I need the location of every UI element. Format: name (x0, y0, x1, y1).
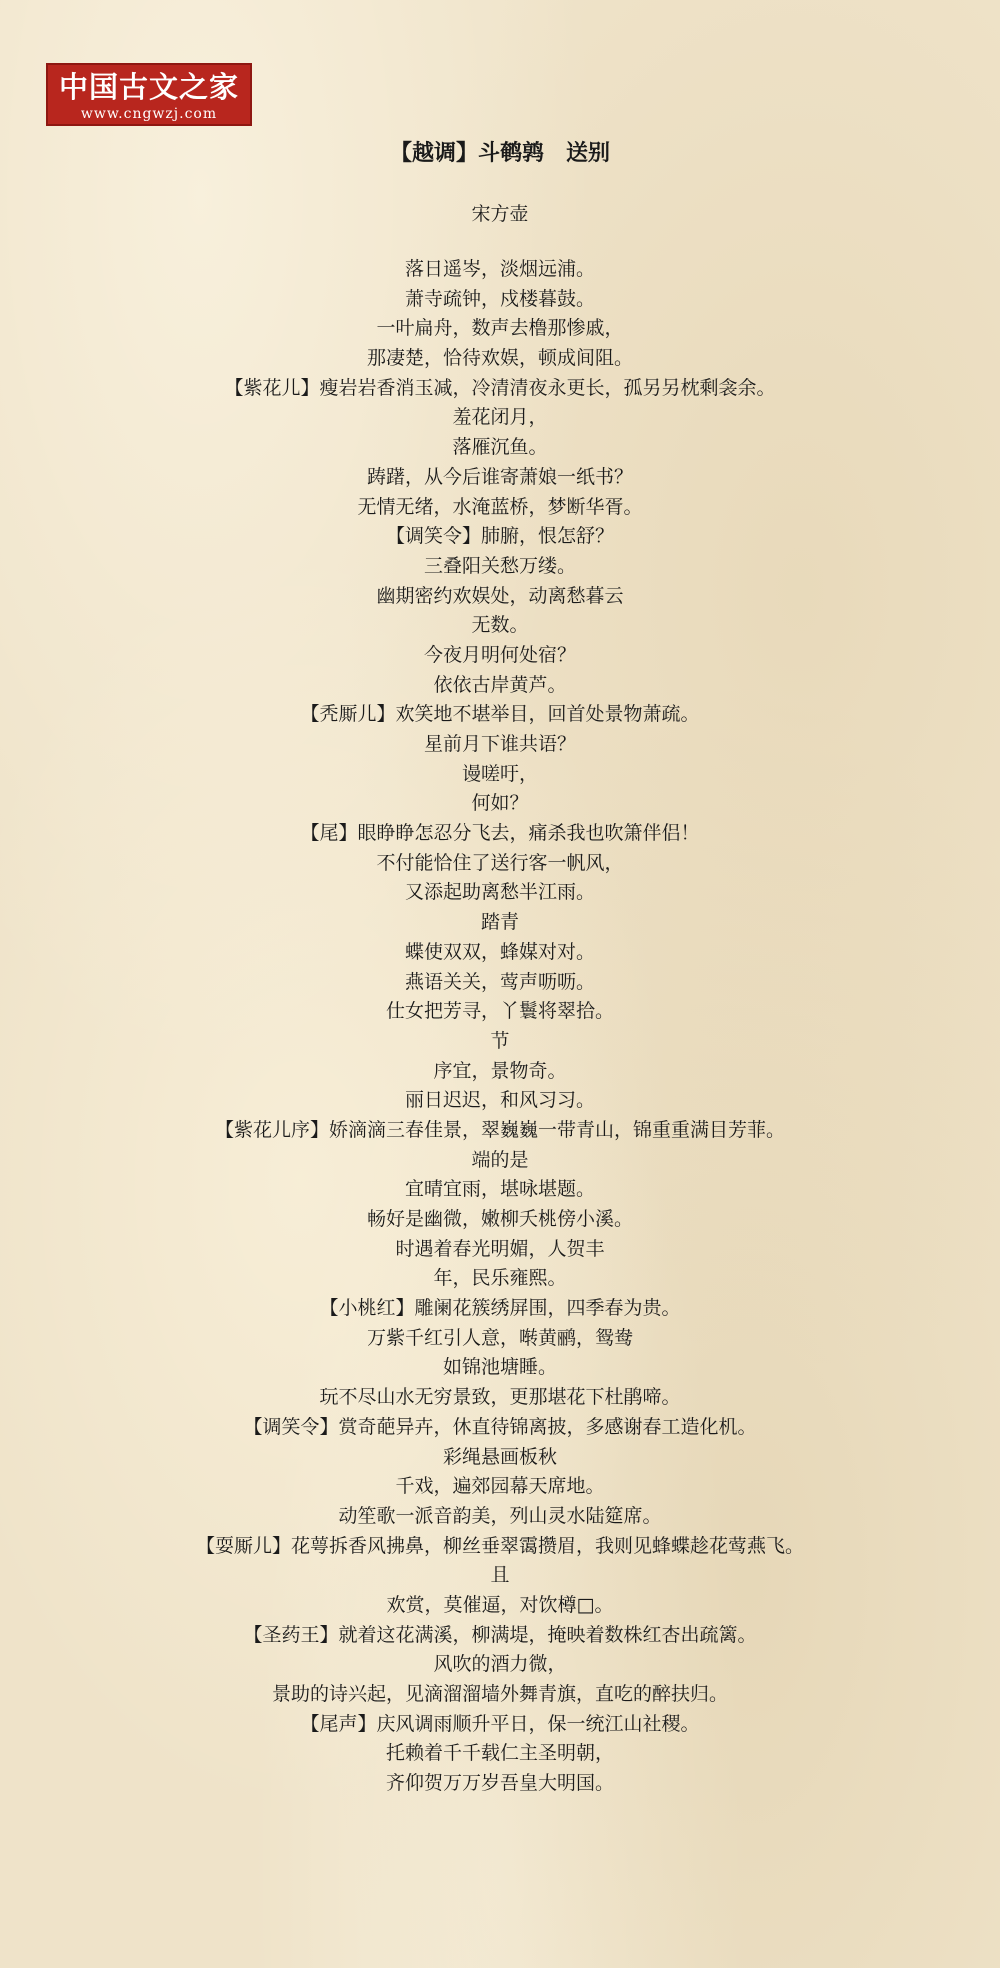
poem-line: 那凄楚，恰待欢娱，顿成间阻。 (366, 347, 633, 370)
poem-line: 托赖着千千载仁主圣明朝， (385, 1742, 614, 1765)
poem-author: 宋方壶 (471, 203, 529, 225)
poem-line: 何如？ (471, 792, 529, 815)
poem-line: 【尾声】庆风调雨顺升平日，保一统江山社稷。 (300, 1712, 700, 1735)
poem-line: 蝶使双双，蜂媒对对。 (404, 940, 595, 963)
poem-line: 谩嗟吁， (461, 762, 538, 785)
poem-line: 依依古岸黄芦。 (433, 673, 567, 696)
poem-line: 踏青 (480, 911, 519, 934)
poem-line: 千戏，遍郊园幕天席地。 (395, 1475, 605, 1498)
poem-line: 又添起助离愁半江雨。 (404, 881, 595, 904)
poem-line: 【调笑令】肺腑，恨怎舒？ (385, 525, 614, 548)
poem-line: 玩不尽山水无穷景致，更那堪花下杜鹃啼。 (319, 1386, 681, 1409)
poem-line: 【紫花儿序】娇滴滴三春佳景，翠巍巍一带青山，锦重重满目芳菲。 (214, 1118, 785, 1141)
poem-line: 落雁沉鱼。 (452, 436, 548, 459)
poem-line: 万紫千红引人意，啭黄鹂，鸳鸯 (366, 1326, 633, 1349)
poem-line: 一叶扁舟，数声去橹那惨戚， (376, 317, 624, 340)
poem-line: 【尾】眼睁睁怎忍分飞去，痛杀我也吹箫伴侣！ (300, 822, 700, 845)
poem-line: 畅好是幽微，嫩柳夭桃傍小溪。 (366, 1208, 633, 1230)
poem-line: 【圣药王】就着这花满溪，柳满堤，掩映着数株红杏出疏篱。 (243, 1623, 757, 1646)
poem-line: 无数。 (471, 614, 529, 637)
logo-url: www.cngwzj.com (80, 106, 218, 122)
poem-body (0, 255, 1000, 1799)
poem-line: 丽日迟迟，和风习习。 (404, 1089, 595, 1112)
poem-line: 今夜月明何处宿？ (423, 643, 576, 666)
poem-line: 时遇着春光明媚，人贺丰 (395, 1237, 605, 1260)
poem-line: 如锦池塘睡。 (442, 1356, 557, 1379)
poem-line: 风吹的酒力微， (433, 1653, 567, 1676)
poem-line: 齐仰贺万万岁吾皇大明国。 (385, 1772, 614, 1795)
poem-line: 动笙歌一派音韵美，列山灵水陆筵席。 (338, 1504, 662, 1527)
poem-line: 宜晴宜雨，堪咏堪题。 (404, 1178, 595, 1201)
poem-line: 【小桃红】雕阑花簇绣屏围，四季春为贵。 (319, 1297, 681, 1320)
poem-line: 【紫花儿】瘦岩岩香消玉减，冷清清夜永更长，孤另另枕剩衾余。 (224, 376, 776, 399)
poem-line: 幽期密约欢娱处，动离愁暮云 (376, 584, 624, 607)
poem-title: 【越调】斗鹌鹑 送别 (389, 141, 610, 166)
poem-line: 落日遥岑，淡烟远浦。 (404, 258, 595, 280)
site-logo[interactable] (46, 63, 252, 126)
poem-line: 欢赏，莫催逼，对饮樽□。 (386, 1593, 614, 1616)
poem-line: 萧寺疏钟，戍楼暮鼓。 (404, 287, 595, 310)
poem-line: 燕语关关，莺声呖呖。 (404, 970, 595, 993)
poem-line: 三叠阳关愁万缕。 (423, 554, 576, 577)
poem-line: 【调笑令】赏奇葩异卉，休直待锦离披，多感谢春工造化机。 (243, 1415, 757, 1438)
poem-line: 踌躇，从今后谁寄萧娘一纸书？ (366, 465, 633, 488)
poem-line: 端的是 (471, 1148, 529, 1171)
logo-name: 中国古文之家 (58, 70, 239, 104)
poem-line: 年，民乐雍熙。 (433, 1267, 567, 1290)
poem-line: 【秃厮儿】欢笑地不堪举目，回首处景物萧疏。 (300, 703, 700, 726)
poem-line: 且 (490, 1564, 510, 1587)
poem-line: 节 (490, 1029, 510, 1052)
poem-line: 仕女把芳寻，丫鬟将翠拾。 (385, 1000, 614, 1023)
poem-line: 【耍厮儿】花萼拆香风拂鼻，柳丝垂翠霭攒眉，我则见蜂蝶趁花莺燕飞。 (195, 1534, 804, 1557)
poem-line: 星前月下谁共语？ (423, 733, 576, 755)
poem-line: 羞花闭月， (452, 406, 548, 429)
poem-line: 彩绳悬画板秋 (442, 1445, 557, 1468)
poem-line: 景助的诗兴起，见滴溜溜墙外舞青旗，直吃的醉扶归。 (271, 1683, 728, 1705)
poem-line: 不付能恰住了送行客一帆风， (376, 851, 624, 874)
poem-line: 无情无绪，水淹蓝桥，梦断华胥。 (357, 495, 643, 518)
poem-line: 序宜，景物奇。 (433, 1059, 567, 1082)
